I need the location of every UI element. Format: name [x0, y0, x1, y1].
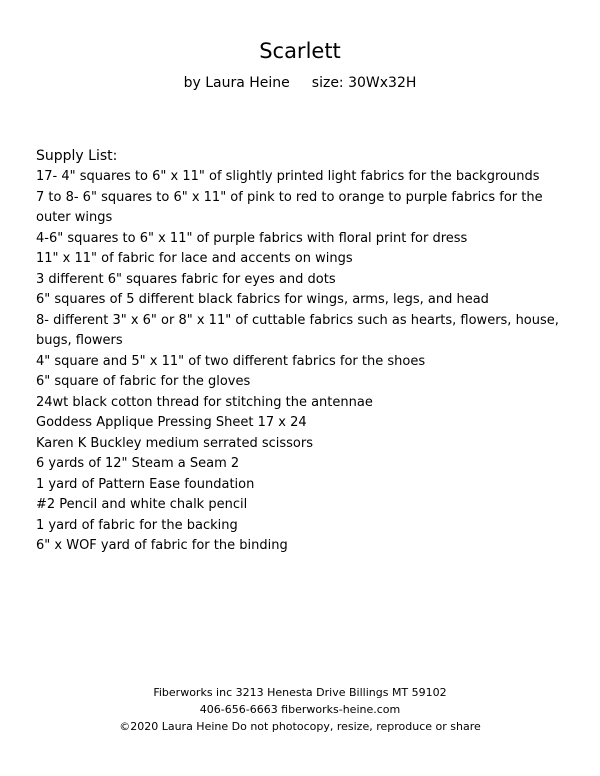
supply-item: 6" square of fabric for the gloves [36, 374, 251, 389]
page-footer [0, 684, 600, 735]
supply-item: 7 to 8- 6" squares to 6" x 11" of pink to red to orange to purple fabrics for the outer wings [36, 189, 543, 225]
supply-item: 6" squares of 5 different black fabrics for wings, arms, legs, and head [36, 292, 489, 307]
author-credit: by Laura Heine [183, 75, 290, 91]
supply-item: 17- 4" squares to 6" x 11" of slightly printed light fabrics for the backgrounds [36, 169, 540, 184]
supply-item: 1 yard of fabric for the backing [36, 517, 238, 533]
footer-contact: 406-656-6663 fiberworks-heine.com [199, 703, 401, 716]
supply-item: 4" square and 5" x 11" of two different fabrics for the shoes [36, 353, 426, 369]
footer-copyright: ©2020 Laura Heine Do not photocopy, resize, reproduce or share [119, 720, 481, 733]
pattern-title: Scarlett [259, 39, 341, 63]
supply-list [36, 167, 576, 557]
supply-item: 11" x 11" of fabric for lace and accents on wings [36, 251, 353, 266]
supply-item: Karen K Buckley medium serrated scissors [36, 435, 314, 451]
pattern-subtitle [0, 74, 600, 92]
supply-item: 8- different 3" x 6" or 8" x 11" of cuttable fabrics such as hearts, flowers, house, bugs, flowers [36, 312, 559, 348]
supply-item: Goddess Applique Pressing Sheet 17 x 24 [36, 415, 307, 430]
supply-item: 1 yard of Pattern Ease foundation [36, 476, 255, 492]
supply-heading: Supply List: [36, 148, 118, 164]
supply-section [36, 146, 576, 557]
footer-address: Fiberworks inc 3213 Henesta Drive Billings MT 59102 [153, 686, 447, 699]
supply-item: 4-6" squares to 6" x 11" of purple fabrics with floral print for dress [36, 230, 468, 246]
supply-item: 6" x WOF yard of fabric for the binding [36, 538, 288, 553]
supply-item: 6 yards of 12" Steam a Seam 2 [36, 456, 240, 471]
supply-item: 24wt black cotton thread for stitching the antennae [36, 394, 373, 410]
quilt-size: size: 30Wx32H [311, 75, 417, 91]
supply-item: #2 Pencil and white chalk pencil [36, 497, 248, 512]
supply-item: 3 different 6" squares fabric for eyes and dots [36, 271, 336, 287]
